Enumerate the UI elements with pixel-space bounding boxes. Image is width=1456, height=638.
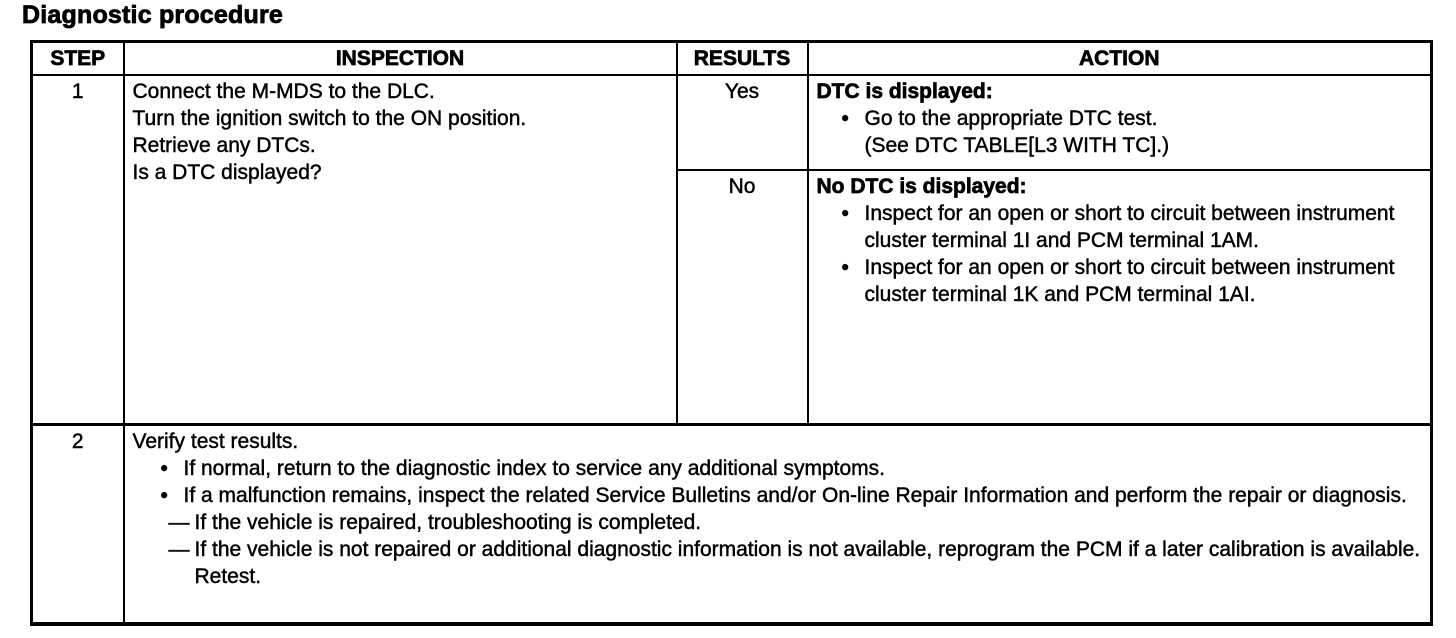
bullet-icon: • [841, 107, 849, 130]
step1-number: 1 [32, 75, 124, 425]
inspection-line: Connect the M-MDS to the DLC. [132, 80, 435, 103]
action-item-text: Inspect for an open or short to circuit between instrument cluster terminal 1I and PCM terminal 1AM. [864, 202, 1395, 252]
step2-content [124, 425, 1432, 625]
result-yes-label: Yes [677, 75, 808, 170]
action-heading: No DTC is displayed: [816, 175, 1027, 198]
action-item-reference: (See DTC TABLE[L3 WITH TC].) [864, 134, 1170, 157]
step2-lead-text: Verify test results. [132, 430, 299, 453]
bullet-icon: • [160, 484, 168, 507]
step1-inspection [124, 75, 677, 425]
step2-item [133, 455, 1423, 482]
step2-sub-item-text: If the vehicle is not repaired or additional diagnostic information is not available, reprogram the PCM if a later calibration is available. Retest. [194, 538, 1421, 588]
action-item [817, 254, 1423, 308]
column-header-results: RESULTS [677, 42, 808, 76]
action-heading: DTC is displayed: [816, 80, 993, 103]
inspection-line: Is a DTC displayed? [132, 161, 322, 184]
table-row-step2 [32, 425, 1432, 625]
column-header-step: STEP [32, 42, 124, 76]
inspection-line: Turn the ignition switch to the ON position. [132, 107, 527, 130]
dash-icon: — [168, 538, 188, 561]
bullet-icon: • [841, 256, 849, 279]
inspection-line: Retrieve any DTCs. [132, 134, 316, 157]
step2-sub-item [169, 536, 1423, 590]
table-header-row [32, 42, 1432, 76]
step2-number: 2 [32, 425, 124, 625]
step1-no-action [808, 170, 1432, 425]
bullet-icon: • [160, 457, 168, 480]
step2-item [133, 482, 1423, 509]
dash-icon: — [168, 511, 188, 534]
step2-sub-list [169, 509, 1423, 590]
step2-sub-item [169, 509, 1423, 536]
action-item-text: Inspect for an open or short to circuit between instrument cluster terminal 1K and PCM terminal 1AI. [864, 256, 1395, 306]
action-item [817, 105, 1423, 132]
step1-yes-action [808, 75, 1432, 170]
column-header-inspection: INSPECTION [124, 42, 677, 76]
result-no-label: No [677, 170, 808, 425]
action-item-text: Go to the appropriate DTC test. [864, 107, 1158, 130]
step2-item-text: If normal, return to the diagnostic index to service any additional symptoms. [183, 457, 886, 480]
step2-item-text: If a malfunction remains, inspect the related Service Bulletins and/or On-line Repair Information and perform the repair or diagnosis. [183, 484, 1407, 507]
column-header-action: ACTION [808, 42, 1432, 76]
step2-sub-item-text: If the vehicle is repaired, troubleshooting is completed. [194, 511, 702, 534]
bullet-icon: • [841, 202, 849, 225]
diagnostic-procedure-table [30, 40, 1433, 626]
table-row-step1-yes [32, 75, 1432, 170]
page-title: Diagnostic procedure [22, 1, 283, 29]
action-item [817, 200, 1423, 254]
